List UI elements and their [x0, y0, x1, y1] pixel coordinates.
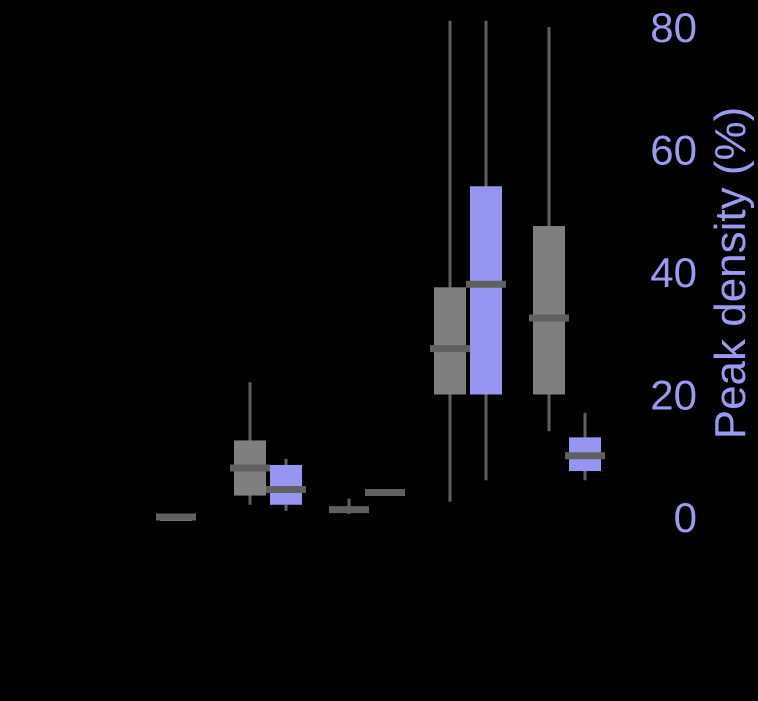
gray-box-5 [533, 226, 565, 394]
gray-box-group-1 [156, 517, 196, 521]
y-tick-label-60: 60 [650, 126, 697, 174]
blue-box-group-2 [266, 459, 306, 511]
y-tick-label-40: 40 [650, 249, 697, 296]
y-tick-label-0: 0 [673, 494, 697, 541]
gray-box-4 [434, 287, 466, 394]
y-tick-label-80: 80 [650, 4, 697, 51]
y-tick-label-20: 20 [650, 371, 697, 419]
blue-box-2 [270, 465, 302, 505]
y-axis-title: Peak density (%) [706, 106, 755, 440]
blue-box-4 [470, 186, 502, 394]
blue-box-group-3 [365, 489, 405, 495]
